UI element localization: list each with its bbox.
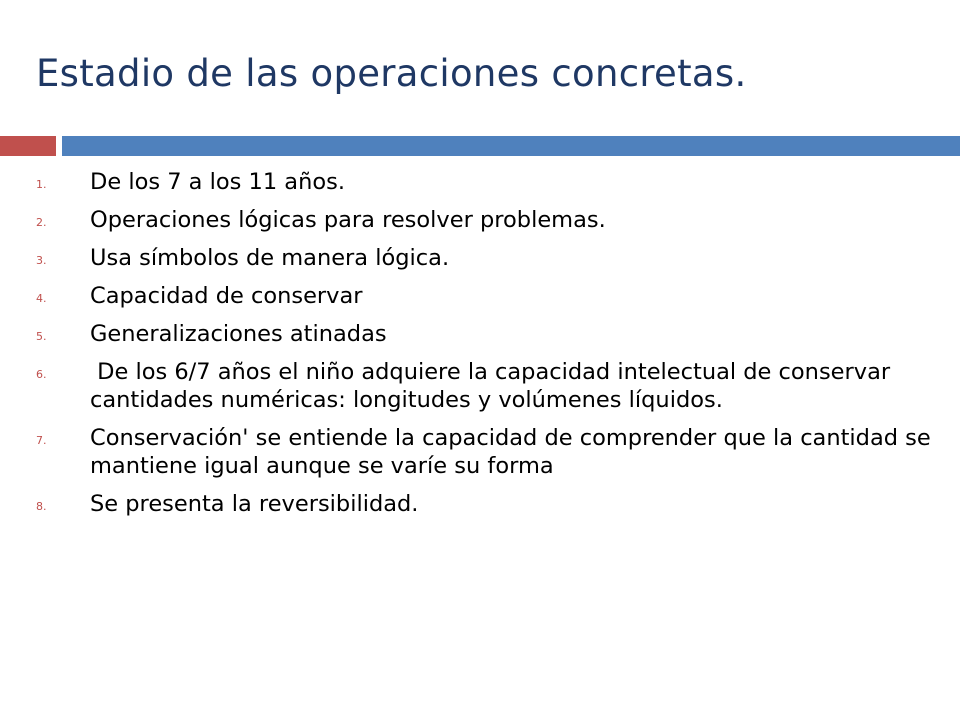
list-number: 5. bbox=[36, 330, 47, 343]
list-item-text: Capacidad de conservar bbox=[90, 283, 363, 309]
list-number: 1. bbox=[36, 178, 47, 191]
list-item bbox=[36, 244, 951, 272]
list-number: 6. bbox=[36, 368, 47, 381]
list-number: 3. bbox=[36, 254, 47, 267]
list-number: 7. bbox=[36, 434, 47, 447]
list-item bbox=[36, 358, 951, 414]
list-item-text: De los 7 a los 11 años. bbox=[90, 169, 345, 195]
list-item bbox=[36, 206, 951, 234]
list-item bbox=[36, 424, 951, 480]
list-number: 2. bbox=[36, 216, 47, 229]
list-item-text: Generalizaciones atinadas bbox=[90, 321, 387, 347]
list-item-text: Usa símbolos de manera lógica. bbox=[90, 245, 450, 271]
list-item bbox=[36, 168, 951, 196]
list-item-text: Conservación' se entiende la capacidad de comprender que la cantidad se mantiene igual aunque se varíe su forma bbox=[90, 425, 931, 479]
list-item bbox=[36, 282, 951, 310]
list-item bbox=[36, 490, 951, 518]
list-number: 8. bbox=[36, 500, 47, 513]
accent-bar-red bbox=[0, 136, 56, 156]
list-item bbox=[36, 320, 951, 348]
list-number: 4. bbox=[36, 292, 47, 305]
slide-title: Estadio de las operaciones concretas. bbox=[36, 52, 747, 95]
list-item-text: Operaciones lógicas para resolver problemas. bbox=[90, 207, 606, 233]
accent-bar-blue bbox=[62, 136, 960, 156]
list-item-text: Se presenta la reversibilidad. bbox=[90, 491, 419, 517]
list-item-text: De los 6/7 años el niño adquiere la capacidad intelectual de conservar cantidades numéricas: longitudes y volúmenes líquidos. bbox=[90, 359, 898, 413]
numbered-list bbox=[36, 168, 951, 528]
